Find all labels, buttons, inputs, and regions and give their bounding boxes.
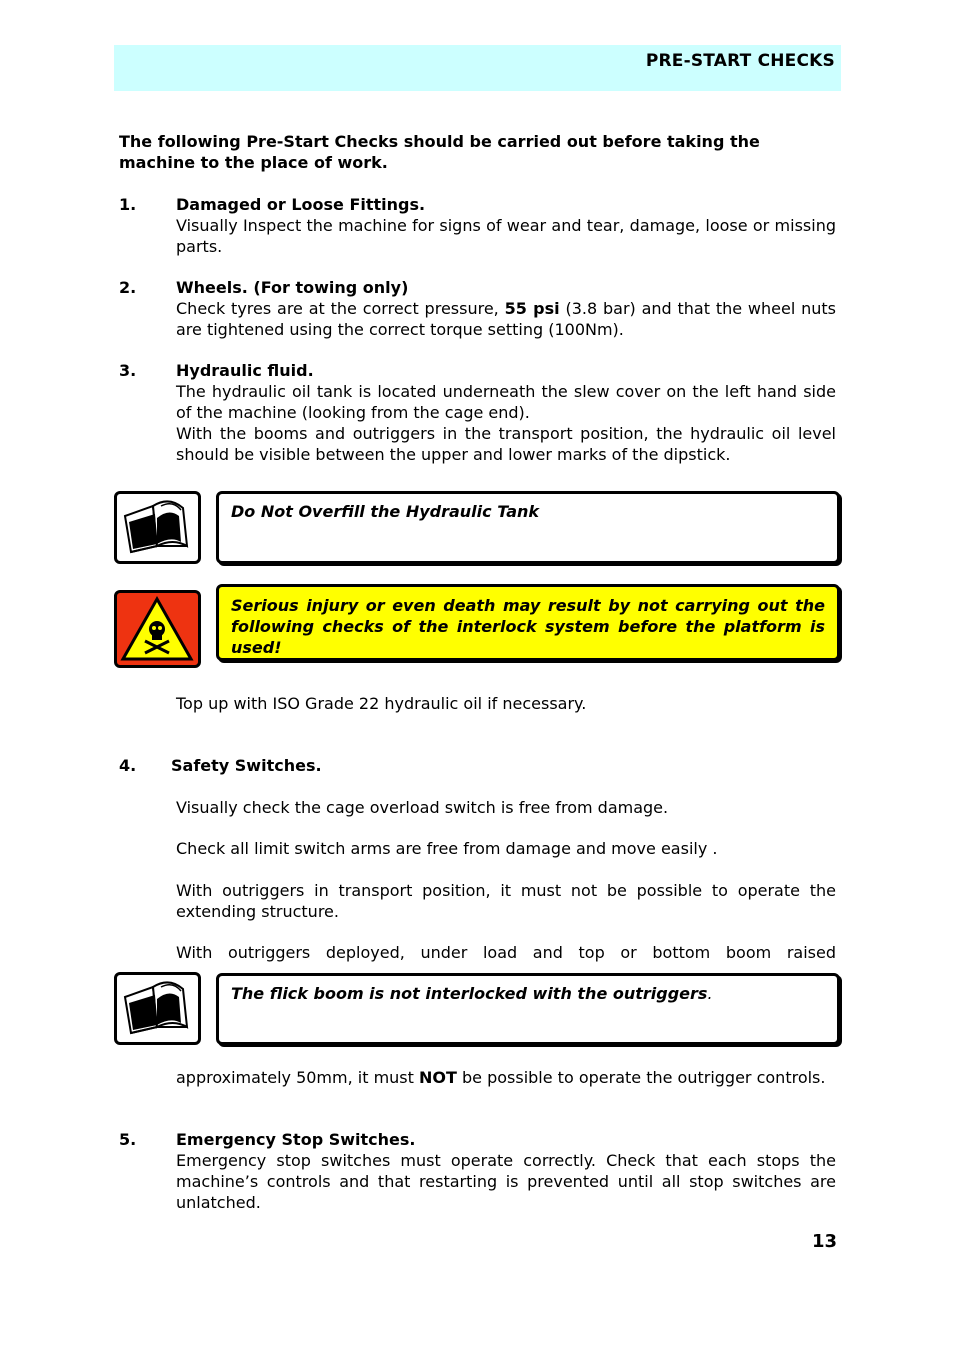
warning-box <box>216 584 840 661</box>
item-number: 5. <box>119 1130 137 1149</box>
item-title: Wheels. (For towing only) <box>176 278 409 297</box>
topup-text: Top up with ISO Grade 22 hydraulic oil if necessary. <box>176 694 587 713</box>
item-text: With outriggers in transport position, it must not be possible to operate the extending structure. <box>176 881 836 921</box>
item-title: Damaged or Loose Fittings. <box>176 195 426 214</box>
manual-icon-box <box>114 491 201 564</box>
item-number: 2. <box>119 278 137 297</box>
item-number: 3. <box>119 361 137 380</box>
danger-icon-box <box>114 590 201 668</box>
item-number: 1. <box>119 195 137 214</box>
item-text: With the booms and outriggers in the transport position, the hydraulic oil level should be visible between the upper and lower marks of the dipstick. <box>176 424 836 464</box>
note-text: The flick boom is not interlocked with the outriggers <box>231 984 708 1003</box>
text-part: be possible to operate the outrigger controls. <box>462 1068 826 1087</box>
note-box-overfill <box>216 491 840 564</box>
open-book-icon <box>117 494 198 561</box>
open-book-icon <box>117 975 198 1042</box>
item-text <box>176 298 836 340</box>
item-number: 4. <box>119 756 137 775</box>
text-part: Check tyres are at the correct pressure, <box>176 299 499 318</box>
intro-text: The following Pre-Start Checks should be carried out before taking the machine to the place of work. <box>119 132 760 172</box>
page-title: PRE-START CHECKS <box>645 51 835 71</box>
item-text: Visually check the cage overload switch is free from damage. <box>176 798 669 817</box>
item-text: Emergency stop switches must operate correctly. Check that each stops the machine’s controls and that restarting is prevented until all stop switches are unlatched. <box>176 1151 836 1212</box>
manual-icon-box <box>114 972 201 1045</box>
warning-text: Serious injury or even death may result by not carrying out the following checks of the interlock system before the platform is used! <box>231 596 825 657</box>
item-title: Safety Switches. <box>171 756 322 775</box>
page-number: 13 <box>812 1231 838 1252</box>
item-text: With outriggers deployed, under load and top or bottom boom raised <box>176 943 836 962</box>
item-text: Check all limit switch arms are free from damage and move easily . <box>176 839 718 858</box>
item-title: Hydraulic fluid. <box>176 361 314 380</box>
pressure-value: 55 psi <box>504 299 560 318</box>
skull-warning-icon <box>117 593 198 665</box>
emphasis-not: NOT <box>419 1068 457 1087</box>
item-text: Visually Inspect the machine for signs of wear and tear, damage, loose or missing parts. <box>176 216 836 256</box>
text-part: approximately 50mm, it must <box>176 1068 414 1087</box>
item-text: The hydraulic oil tank is located underneath the slew cover on the left hand side of the machine (looking from the cage end). <box>176 382 836 422</box>
text-part: (3.8 bar) and that the wheel nuts are tightened using the correct torque setting (100Nm). <box>176 299 836 339</box>
header-bar <box>114 45 841 91</box>
note-box-flick <box>216 973 840 1045</box>
item-title: Emergency Stop Switches. <box>176 1130 416 1149</box>
note-period: . <box>707 984 713 1003</box>
note-text: Do Not Overfill the Hydraulic Tank <box>231 502 540 521</box>
item-text <box>176 1067 836 1088</box>
